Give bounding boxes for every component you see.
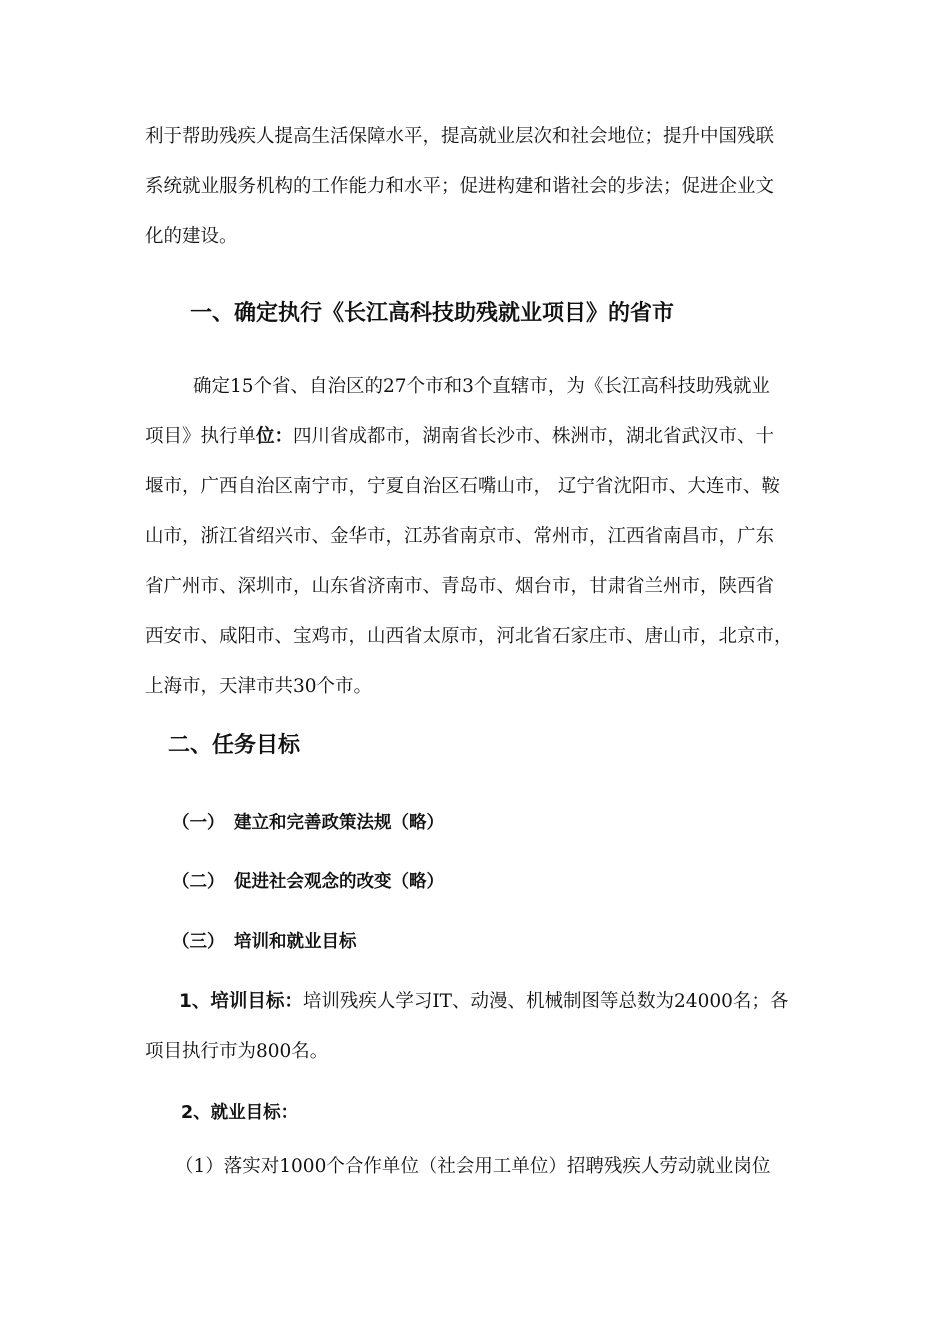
section1-line: 确定15个省、自治区的27个市和3个直辖市，为《长江高科技助残就业 — [193, 376, 770, 397]
section1-line: 上海市，天津市共30个市。 — [145, 676, 373, 697]
section1-line2-bold: 位： — [256, 426, 294, 447]
subheading-text: 培训和就业目标 — [234, 932, 357, 952]
subheading-number: （二） — [172, 872, 225, 892]
intro-paragraph — [145, 112, 825, 262]
section1-line: 西安市、咸阳市、宝鸡市，山西省太原市，河北省石家庄市、唐山市，北京市， — [145, 626, 793, 647]
section1-line: 山市，浙江省绍兴市、金华市，江苏省南京市、常州市，江西省南昌市，广东 — [145, 526, 775, 547]
subheading-3 — [172, 928, 357, 953]
section1-heading-bold: 执行《长江高科技助残就业项目》的省市 — [278, 301, 675, 326]
subheading-2 — [172, 868, 444, 893]
subheading-1 — [172, 809, 444, 834]
training-line — [145, 977, 825, 1027]
section1-line2-prefix: 项目》执行单 — [145, 426, 257, 447]
section1-heading — [190, 296, 674, 327]
intro-line: 化的建设。 — [145, 226, 238, 247]
employment-paragraph — [145, 1142, 825, 1192]
training-text: 培训残疾人学习IT、动漫、机械制图等总数为24000名；各 — [302, 991, 789, 1012]
intro-line: 系统就业服务机构的工作能力和水平；促进构建和谐社会的步法；促进企业文 — [145, 176, 775, 197]
subheading-text: 促进社会观念的改变（略） — [234, 872, 444, 892]
section1-line: 堰市，广西自治区南宁市，宁夏自治区石嘴山市， 辽宁省沈阳市、大连市、鞍 — [145, 476, 780, 497]
section1-paragraph — [145, 362, 825, 712]
section1-line2-rest: 四川省成都市，湖南省长沙市、株洲市，湖北省武汉市、十 — [293, 426, 775, 447]
training-line: 项目执行市为800名。 — [145, 1041, 329, 1062]
employment-item: （1）落实对1000个合作单位（社会用工单位）招聘残疾人劳动就业岗位 — [175, 1156, 771, 1177]
section1-line: 省广州市、深圳市，山东省济南市、青岛市、烟台市，甘肃省兰州市，陕西省 — [145, 576, 775, 597]
intro-line: 利于帮助残疾人提高生活保障水平，提高就业层次和社会地位；提升中国残联 — [145, 126, 775, 147]
section2-heading: 二、任务目标 — [168, 733, 301, 758]
employment-label: 2、就业目标： — [181, 1103, 299, 1123]
training-paragraph — [145, 977, 825, 1077]
subheading-number: （三） — [172, 932, 225, 952]
section1-line — [145, 412, 825, 462]
subheading-text: 建立和完善政策法规（略） — [234, 813, 444, 833]
training-label: 1、培训目标： — [179, 991, 303, 1012]
section1-heading-prefix: 一、确定 — [190, 301, 279, 326]
subheading-number: （一） — [172, 813, 225, 833]
